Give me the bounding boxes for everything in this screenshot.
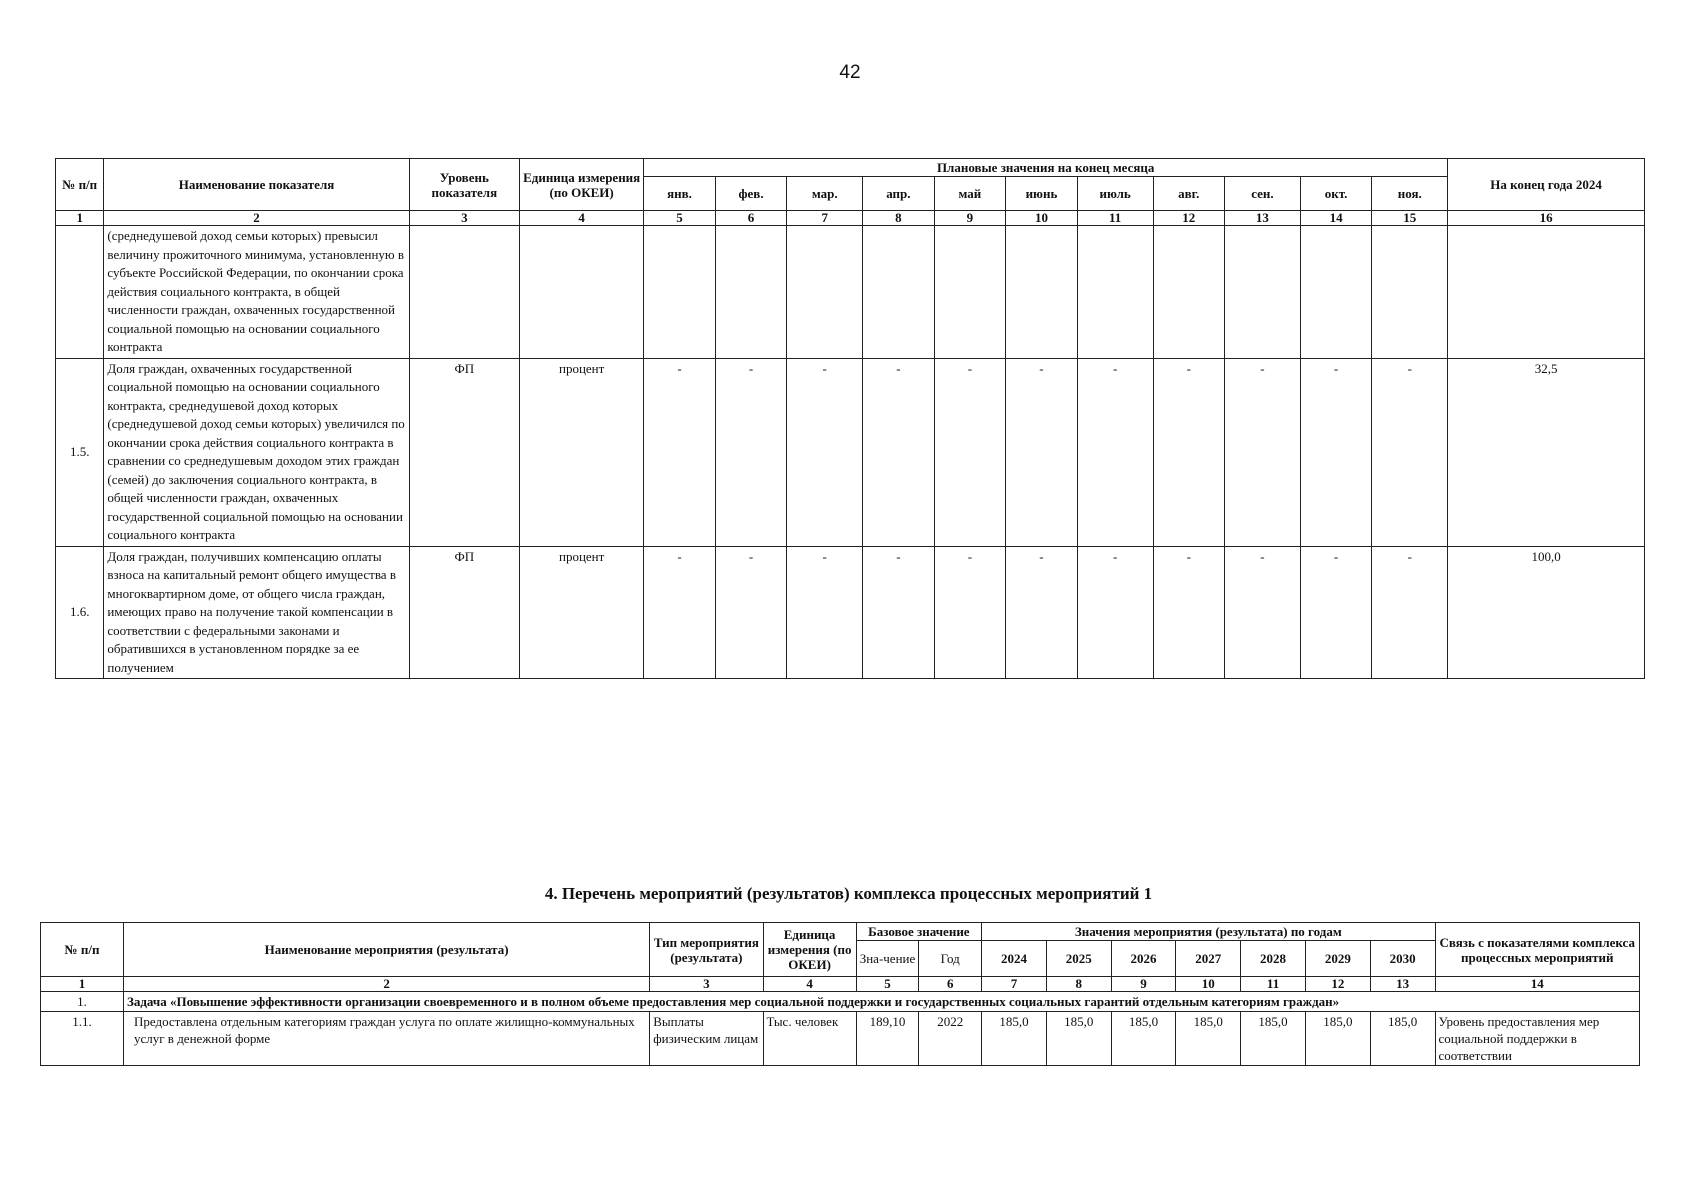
col-number: 15 xyxy=(1372,211,1448,226)
header-base-year: Год xyxy=(919,941,982,977)
col-number: 7 xyxy=(982,977,1047,992)
row-unit xyxy=(520,226,644,359)
row-month-value: - xyxy=(787,546,863,679)
page-number: 42 xyxy=(839,62,861,83)
indicators-table xyxy=(55,158,1645,679)
row-year-value: 185,0 xyxy=(1176,1012,1241,1066)
row-month-value: - xyxy=(934,546,1006,679)
table-row xyxy=(56,226,1645,359)
row-year-value: 185,0 xyxy=(1046,1012,1111,1066)
row-indicator-name: Доля граждан, получивших компенсацию оплаты взноса на капитальный ремонт общего имущества в многоквартирном доме, от общего числа граждан, имеющих право на получение такой компенсации в соответствии с федеральными законами и обратившихся в установленном порядке за ее получением xyxy=(104,546,409,679)
header-indicator-name: Наименование показателя xyxy=(104,159,409,211)
table-row xyxy=(41,1012,1640,1066)
row-num: 1.5. xyxy=(56,358,104,546)
header-year: 2028 xyxy=(1241,941,1306,977)
col-number: 12 xyxy=(1305,977,1370,992)
row-year-value: 185,0 xyxy=(982,1012,1047,1066)
row-month-value: - xyxy=(1372,358,1448,546)
row-month-value: - xyxy=(863,546,935,679)
header-num: № п/п xyxy=(56,159,104,211)
header-month: сен. xyxy=(1225,177,1301,211)
row-month-value: - xyxy=(1225,358,1301,546)
row-unit: Тыс. человек xyxy=(763,1012,856,1066)
header-link: Связь с показателями комплекса процессных мероприятий xyxy=(1435,923,1640,977)
header-month: июль xyxy=(1077,177,1153,211)
row-month-value: - xyxy=(644,358,716,546)
row-month-value: - xyxy=(1077,358,1153,546)
col-number: 13 xyxy=(1225,211,1301,226)
col-number: 10 xyxy=(1176,977,1241,992)
row-level: ФП xyxy=(409,546,519,679)
task-text: Задача «Повышение эффективности организации своевременного и в полном объеме предоставления мер социальной поддержки и государственных социальных гарантий отдельным категориям граждан» xyxy=(123,992,1639,1012)
column-numbers-row xyxy=(41,977,1640,992)
header-year: 2024 xyxy=(982,941,1047,977)
header-values-by-years: Значения мероприятия (результата) по годам xyxy=(982,923,1435,941)
table-row xyxy=(56,358,1645,546)
header-base-value: Базовое значение xyxy=(856,923,981,941)
row-month-value xyxy=(1153,226,1225,359)
col-number: 9 xyxy=(934,211,1006,226)
row-month-value: - xyxy=(715,546,787,679)
header-row xyxy=(41,923,1640,941)
row-month-value xyxy=(1300,226,1372,359)
row-indicator-name: (среднедушевой доход семьи которых) превысил величину прожиточного минимума, установленную в субъекте Российской Федерации, по окончании срока действия социального контракта, в общей численности граждан, охваченных государственной социальной помощью на основании социального контракта xyxy=(104,226,409,359)
col-number: 6 xyxy=(715,211,787,226)
row-num xyxy=(56,226,104,359)
row-month-value xyxy=(715,226,787,359)
header-level: Уровень показателя xyxy=(409,159,519,211)
row-base-value: 189,10 xyxy=(856,1012,919,1066)
row-month-value: - xyxy=(863,358,935,546)
column-numbers-row xyxy=(56,211,1645,226)
header-month: фев. xyxy=(715,177,787,211)
task-num: 1. xyxy=(41,992,124,1012)
header-year-end: На конец года 2024 xyxy=(1448,159,1645,211)
row-level xyxy=(409,226,519,359)
col-number: 4 xyxy=(763,977,856,992)
header-month: июнь xyxy=(1006,177,1078,211)
row-month-value xyxy=(1077,226,1153,359)
row-month-value: - xyxy=(934,358,1006,546)
row-activity-name: Предоставлена отдельным категориям граждан услуга по оплате жилищно-коммунальных услуг в денежной форме xyxy=(123,1012,649,1066)
row-month-value: - xyxy=(787,358,863,546)
row-indicator-name: Доля граждан, охваченных государственной социальной помощью на основании социального контракта, среднедушевой доход которых (среднедушевой доход семьи которых) увеличился по окончании срока действия социального контракта в сравнении со среднедушевым доходом этих граждан (семей) до заключения социального контракта, в общей численности граждан, охваченных государственной социальной помощью на основании социального контракта xyxy=(104,358,409,546)
row-month-value xyxy=(863,226,935,359)
row-level: ФП xyxy=(409,358,519,546)
header-year: 2025 xyxy=(1046,941,1111,977)
activities-table xyxy=(40,922,1640,1066)
header-month: апр. xyxy=(863,177,935,211)
row-month-value: - xyxy=(1153,358,1225,546)
row-month-value xyxy=(1006,226,1078,359)
row-year-value: 185,0 xyxy=(1241,1012,1306,1066)
row-month-value: - xyxy=(1225,546,1301,679)
header-year: 2029 xyxy=(1305,941,1370,977)
header-planned-values: Плановые значения на конец месяца xyxy=(644,159,1448,177)
row-month-value xyxy=(787,226,863,359)
row-unit: процент xyxy=(520,546,644,679)
row-month-value xyxy=(1372,226,1448,359)
col-number: 7 xyxy=(787,211,863,226)
row-activity-type: Выплаты физическим лицам xyxy=(650,1012,763,1066)
section-title: 4. Перечень мероприятий (результатов) комплекса процессных мероприятий 1 xyxy=(544,884,1153,903)
header-month: янв. xyxy=(644,177,716,211)
row-month-value: - xyxy=(1006,546,1078,679)
row-month-value xyxy=(1225,226,1301,359)
row-year-value: 185,0 xyxy=(1305,1012,1370,1066)
header-activity-type: Тип мероприятия (результата) xyxy=(650,923,763,977)
row-month-value: - xyxy=(1006,358,1078,546)
col-number: 9 xyxy=(1111,977,1176,992)
row-year-value: 185,0 xyxy=(1111,1012,1176,1066)
col-number: 2 xyxy=(123,977,649,992)
col-number: 16 xyxy=(1448,211,1645,226)
col-number: 14 xyxy=(1435,977,1640,992)
col-number: 8 xyxy=(863,211,935,226)
col-number: 12 xyxy=(1153,211,1225,226)
col-number: 11 xyxy=(1241,977,1306,992)
header-year: 2027 xyxy=(1176,941,1241,977)
header-activity-name: Наименование мероприятия (результата) xyxy=(123,923,649,977)
row-month-value: - xyxy=(1300,546,1372,679)
task-row xyxy=(41,992,1640,1012)
row-year-end: 100,0 xyxy=(1448,546,1645,679)
row-unit: процент xyxy=(520,358,644,546)
row-month-value: - xyxy=(1077,546,1153,679)
col-number: 5 xyxy=(644,211,716,226)
header-month: авг. xyxy=(1153,177,1225,211)
row-year-end xyxy=(1448,226,1645,359)
header-month: ноя. xyxy=(1372,177,1448,211)
col-number: 8 xyxy=(1046,977,1111,992)
table-row xyxy=(56,546,1645,679)
row-month-value: - xyxy=(715,358,787,546)
header-row xyxy=(56,159,1645,177)
row-num: 1.1. xyxy=(41,1012,124,1066)
header-num: № п/п xyxy=(41,923,124,977)
row-month-value: - xyxy=(1300,358,1372,546)
col-number: 3 xyxy=(650,977,763,992)
header-month: окт. xyxy=(1300,177,1372,211)
row-month-value xyxy=(934,226,1006,359)
row-link: Уровень предоставления мер социальной поддержки в соответствии xyxy=(1435,1012,1640,1066)
row-num: 1.6. xyxy=(56,546,104,679)
header-base-val: Зна-чение xyxy=(856,941,919,977)
col-number: 11 xyxy=(1077,211,1153,226)
row-base-year: 2022 xyxy=(919,1012,982,1066)
header-unit: Единица измерения (по ОКЕИ) xyxy=(520,159,644,211)
col-number: 13 xyxy=(1370,977,1435,992)
header-month: мар. xyxy=(787,177,863,211)
col-number: 1 xyxy=(56,211,104,226)
row-month-value xyxy=(644,226,716,359)
row-month-value: - xyxy=(1372,546,1448,679)
col-number: 5 xyxy=(856,977,919,992)
header-year: 2030 xyxy=(1370,941,1435,977)
row-month-value: - xyxy=(1153,546,1225,679)
col-number: 4 xyxy=(520,211,644,226)
row-month-value: - xyxy=(644,546,716,679)
header-year: 2026 xyxy=(1111,941,1176,977)
col-number: 10 xyxy=(1006,211,1078,226)
col-number: 1 xyxy=(41,977,124,992)
col-number: 3 xyxy=(409,211,519,226)
col-number: 2 xyxy=(104,211,409,226)
header-unit: Единица измерения (по ОКЕИ) xyxy=(763,923,856,977)
col-number: 6 xyxy=(919,977,982,992)
header-month: май xyxy=(934,177,1006,211)
col-number: 14 xyxy=(1300,211,1372,226)
row-year-end: 32,5 xyxy=(1448,358,1645,546)
row-year-value: 185,0 xyxy=(1370,1012,1435,1066)
